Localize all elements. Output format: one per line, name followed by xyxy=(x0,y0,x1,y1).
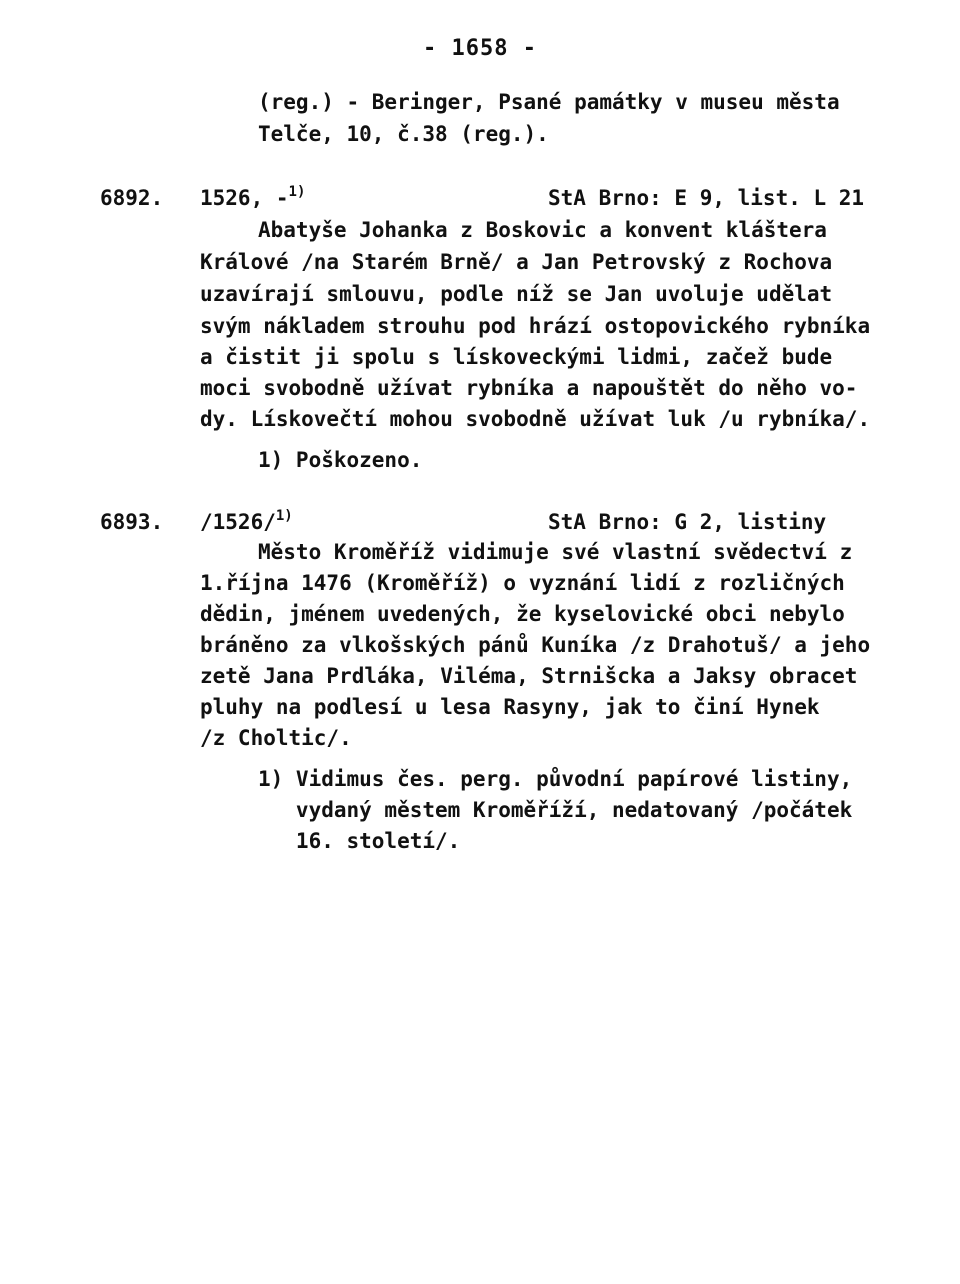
entry-number: 6893. xyxy=(100,510,164,534)
entry-number: 6892. xyxy=(100,186,164,210)
entry-text-line: Město Kroměříž vidimuje své vlastní svědectví z xyxy=(258,540,853,564)
archive-reference: StA Brno: E 9, list. L 21 xyxy=(548,186,865,210)
entry-text-line: Abatyše Johanka z Boskovic a konvent kláštera xyxy=(258,218,827,242)
entry-date-footnote-mark: 1) xyxy=(275,508,293,524)
entry-text-line: svým nákladem strouhu pod hrází ostopovického rybníka xyxy=(200,314,871,338)
entry-date-footnote-mark: 1) xyxy=(288,184,306,200)
entry-text-line: Králové /na Starém Brně/ a Jan Petrovský z Rochova xyxy=(200,250,833,274)
footnote-line: 16. století/. xyxy=(258,829,461,853)
archive-reference: StA Brno: G 2, listiny xyxy=(548,510,827,534)
continuation-line: (reg.) - Beringer, Psané památky v museu města xyxy=(258,90,840,114)
entry-text-line: moci svobodně užívat rybníka a napouštět do něho vo- xyxy=(200,376,858,400)
entry-date-text: 1526, - xyxy=(200,186,289,210)
entry-text-line: zetě Jana Prdláka, Viléma, Strnišcka a Jaksy obracet xyxy=(200,664,858,688)
continuation-line: Telče, 10, č.38 (reg.). xyxy=(258,122,549,146)
entry-date xyxy=(200,184,305,212)
entry-text-line: 1.října 1476 (Kroměříž) o vyznání lidí z rozličných xyxy=(200,571,845,595)
entry-text-line: bráněno za vlkošských pánů Kuníka /z Drahotuš/ a jeho xyxy=(200,633,871,657)
entry-date-text: /1526/ xyxy=(200,510,276,534)
entry-text-line: /z Choltic/. xyxy=(200,726,352,750)
entry-text-line: dy. Lískovečtí mohou svobodně užívat luk /u rybníka/. xyxy=(200,407,871,431)
entry-date xyxy=(200,508,293,536)
entry-text-line: a čistit ji spolu s lískoveckými lidmi, začež bude xyxy=(200,345,833,369)
entry-text-line: uzavírají smlouvu, podle níž se Jan uvoluje udělat xyxy=(200,282,833,306)
page-number: - 1658 - xyxy=(423,36,537,61)
footnote-line: vydaný městem Kroměříží, nedatovaný /počátek xyxy=(258,798,853,822)
entry-text-line: dědin, jménem uvedených, že kyselovické obci nebylo xyxy=(200,602,845,626)
entry-text-line: pluhy na podlesí u lesa Rasyny, jak to činí Hynek xyxy=(200,695,820,719)
footnote-line: 1) Vidimus čes. perg. původní papírové listiny, xyxy=(258,767,853,791)
footnote-line: 1) Poškozeno. xyxy=(258,448,423,472)
